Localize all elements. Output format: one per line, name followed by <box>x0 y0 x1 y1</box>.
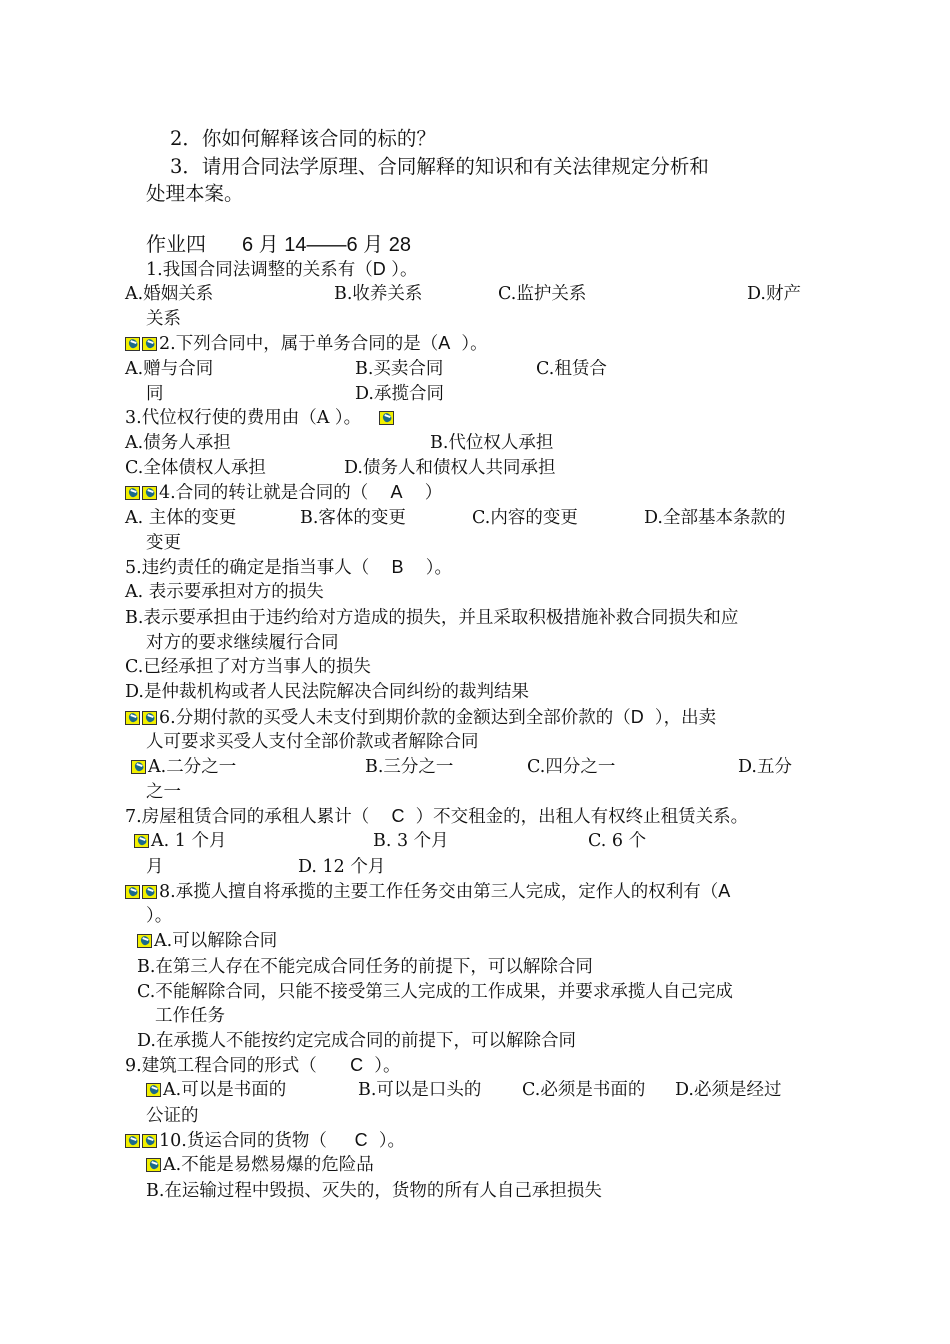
q8-option-b: B.在第三人存在不能完成合同任务的前提下，可以解除合同 <box>137 957 593 977</box>
q8-option-c-line2: 工作任务 <box>155 1006 225 1026</box>
homework-dates: 6 月 14——6 月 28 <box>242 234 411 256</box>
q1-stem: 1.我国合同法调整的关系有（D ）。 <box>146 259 418 280</box>
q9-option-a: A.可以是书面的 <box>146 1079 286 1101</box>
q8-answer: A <box>718 881 731 901</box>
q10-stem: 10.货运合同的货物（ C ）。 <box>125 1129 405 1152</box>
q1-option-cont: 关系 <box>146 309 181 329</box>
q10-option-a: A.不能是易燃易爆的危险品 <box>146 1154 374 1176</box>
q7-option-d: D. 12 个月 <box>298 857 386 877</box>
pen-marker-icon <box>134 834 149 848</box>
pen-marker-icon <box>142 1134 157 1148</box>
q5-option-c: C.已经承担了对方当事人的损失 <box>125 657 371 677</box>
intro-q3-line1: 3．请用合同法学原理、合同解释的知识和有关法律规定分析和 <box>170 155 709 178</box>
q7-option-c: C. 6 个 <box>588 831 647 851</box>
q1-answer: D <box>372 259 386 279</box>
pen-marker-icon <box>131 760 146 774</box>
pen-marker-icon <box>142 711 157 725</box>
q6-option-b: B.三分之一 <box>365 757 454 777</box>
q2-stem: 2.下列合同中，属于单务合同的是（A ）。 <box>125 332 488 355</box>
pen-marker-icon <box>137 934 152 948</box>
q4-answer: A <box>390 482 403 502</box>
pen-marker-icon <box>125 711 140 725</box>
q7-answer: C <box>391 806 405 826</box>
q4-option-b: B.客体的变更 <box>300 508 406 528</box>
q3-stem: 3.代位权行使的费用由（A ）。 <box>125 407 396 429</box>
q1-option-d: D.财产 <box>747 284 801 304</box>
pen-marker-icon <box>125 1134 140 1148</box>
pen-marker-icon <box>146 1083 161 1097</box>
q9-option-cont: 公证的 <box>146 1106 199 1126</box>
q9-stem: 9.建筑工程合同的形式（ C ）。 <box>125 1055 401 1076</box>
q9-option-d: D.必须是经过 <box>675 1080 782 1100</box>
pen-marker-icon <box>125 486 140 500</box>
q6-option-a: A.二分之一 <box>131 756 236 778</box>
q3-option-c: C.全体债权人承担 <box>125 458 266 478</box>
q6-stem-line2: 人可要求买受人支付全部价款或者解除合同 <box>146 732 479 752</box>
q2-option-cont: 同 <box>146 384 164 404</box>
q2-answer: A <box>438 333 451 353</box>
homework-heading <box>146 231 411 258</box>
q8-option-d: D.在承揽人不能按约定完成合同的前提下，可以解除合同 <box>137 1031 576 1051</box>
q9-answer: C <box>350 1055 364 1075</box>
q5-option-b-line2: 对方的要求继续履行合同 <box>146 633 339 653</box>
intro-q2: 2．你如何解释该合同的标的？ <box>170 127 436 150</box>
q9-option-c: C.必须是书面的 <box>522 1080 646 1100</box>
q1-option-a: A.婚姻关系 <box>125 284 214 304</box>
q1-option-b: B.收养关系 <box>334 284 423 304</box>
q6-option-c: C.四分之一 <box>527 757 616 777</box>
q8-option-a: A.可以解除合同 <box>137 930 277 952</box>
q2-option-d: D.承揽合同 <box>355 384 444 404</box>
q5-option-d: D.是仲裁机构或者人民法院解决合同纠纷的裁判结果 <box>125 682 529 702</box>
q5-option-b-line1: B.表示要承担由于违约给对方造成的损失，并且采取积极措施补救合同损失和应 <box>125 608 739 628</box>
q5-option-a: A. 表示要承担对方的损失 <box>125 582 324 602</box>
pen-marker-icon <box>146 1158 161 1172</box>
q7-option-cont: 月 <box>146 857 164 877</box>
q4-option-c: C.内容的变更 <box>472 508 578 528</box>
q5-stem: 5.违约责任的确定是指当事人（ B ）。 <box>125 557 452 578</box>
q3-option-d: D.债务人和债权人共同承担 <box>344 458 556 478</box>
q4-option-d: D.全部基本条款的 <box>644 508 786 528</box>
q6-answer: D <box>630 707 644 727</box>
q5-answer: B <box>391 557 404 577</box>
q3-option-b: B.代位权人承担 <box>430 433 554 453</box>
q4-stem: 4.合同的转让就是合同的（ A ） <box>125 481 442 504</box>
pen-marker-icon <box>125 337 140 351</box>
q10-answer: C <box>354 1130 368 1150</box>
q8-stem-line2: ）。 <box>146 906 173 926</box>
homework-title: 作业四 <box>146 232 206 256</box>
q2-option-a: A.赠与合同 <box>125 359 214 379</box>
q9-option-b: B.可以是口头的 <box>358 1080 482 1100</box>
q4-option-a: A. 主体的变更 <box>125 508 237 528</box>
q3-option-a: A.债务人承担 <box>125 433 231 453</box>
q7-stem: 7.房屋租赁合同的承租人累计（ C ）不交租金的，出租人有权终止租赁关系。 <box>125 806 749 827</box>
q6-stem: 6.分期付款的买受人未支付到期价款的金额达到全部价款的（D ），出卖 <box>125 706 716 729</box>
q2-option-c: C.租赁合 <box>536 359 607 379</box>
pen-marker-icon <box>125 885 140 899</box>
q7-option-b: B. 3 个月 <box>373 831 449 851</box>
q10-option-b: B.在运输过程中毁损、灭失的，货物的所有人自己承担损失 <box>146 1181 602 1201</box>
q6-option-d: D.五分 <box>738 757 792 777</box>
q8-option-c-line1: C.不能解除合同，只能不接受第三人完成的工作成果，并要求承揽人自己完成 <box>137 982 733 1002</box>
pen-marker-icon <box>142 885 157 899</box>
intro-q3-line2: 处理本案。 <box>146 182 244 205</box>
q6-option-cont: 之一 <box>146 782 181 802</box>
q2-option-b: B.买卖合同 <box>355 359 444 379</box>
pen-marker-icon <box>142 337 157 351</box>
q1-option-c: C.监护关系 <box>498 284 587 304</box>
q4-option-cont: 变更 <box>146 533 181 553</box>
q7-option-a: A. 1 个月 <box>134 830 226 852</box>
q8-stem: 8.承揽人擅自将承揽的主要工作任务交由第三人完成，定作人的权利有（A <box>125 880 730 903</box>
pen-marker-icon <box>379 411 394 425</box>
pen-marker-icon <box>142 486 157 500</box>
